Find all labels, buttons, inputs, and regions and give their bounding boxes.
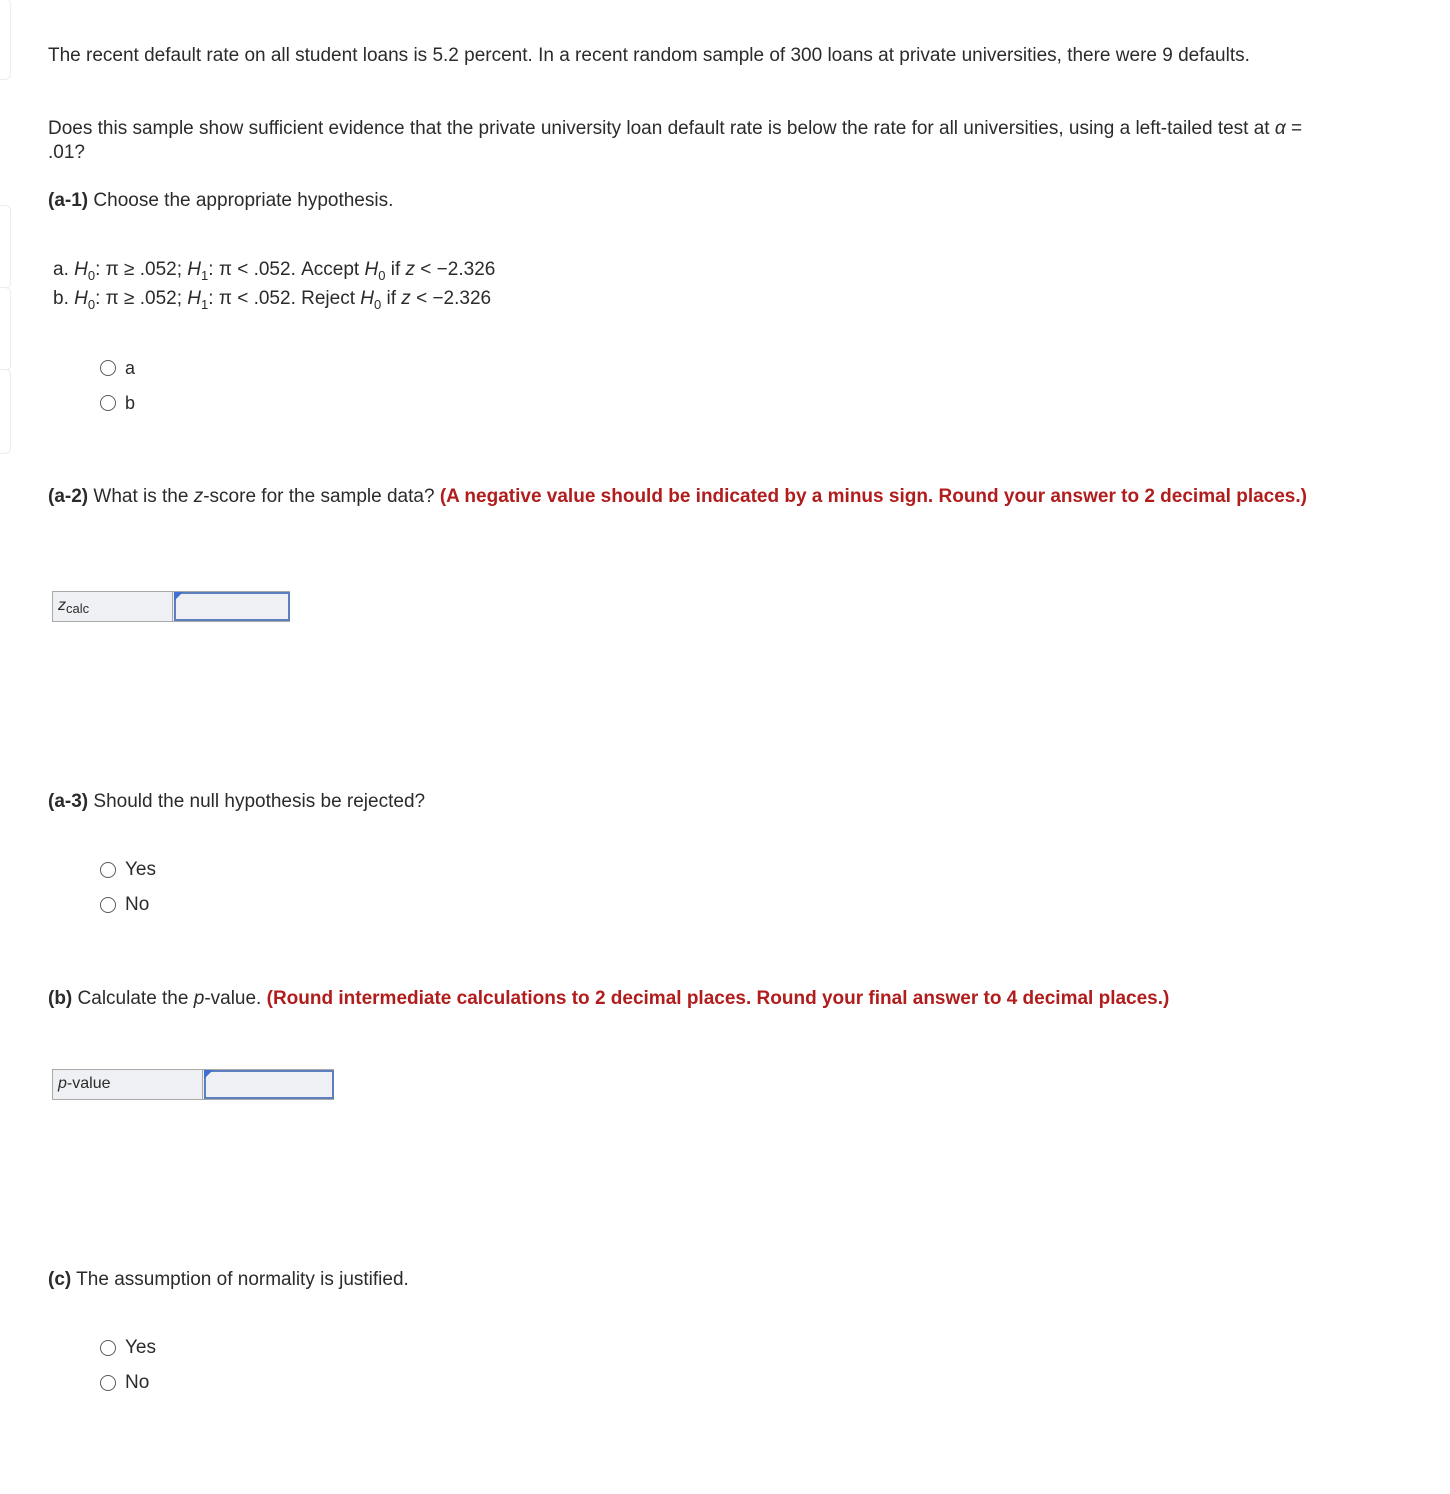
a3-radio-yes-label: Yes: [125, 859, 156, 880]
a3-prompt: [48, 790, 1308, 814]
radio-circle-icon[interactable]: [100, 395, 116, 411]
radio-circle-icon[interactable]: [100, 862, 116, 878]
alpha-symbol: α: [1274, 118, 1286, 139]
b-instruction: (Round intermediate calculations to 2 decimal places. Round your final answer to 4 decimal places.): [266, 988, 1170, 1009]
radio-circle-icon[interactable]: [100, 1340, 116, 1356]
zcalc-input[interactable]: [174, 592, 290, 621]
left-edge-panel: [0, 369, 11, 454]
pvalue-label: p-value: [53, 1070, 203, 1099]
alpha-value: = .01?: [48, 118, 1303, 163]
problem-intro: [48, 44, 1308, 68]
c-prompt: [48, 1268, 1308, 1292]
b-prompt: (b) Calculate the p-value. (Round intermediate calculations to 2 decimal places. Round your final answer to 4 decimal places.): [48, 988, 1170, 1009]
a1-text: Choose the appropriate hypothesis.: [88, 190, 394, 211]
hypothesis-option-a: a. $H_0$: π ≥ .052; $H_1$: π < .052. Accept $H_0$ if z < −2.326: [53, 259, 496, 283]
a2-prompt: (a-2) What is the z-score for the sample data? (A negative value should be indicated by a minus sign. Round your answer to 2 decimal places.): [48, 486, 1307, 507]
a3-radio-yes[interactable]: [100, 858, 156, 882]
radio-circle-icon[interactable]: [100, 897, 116, 913]
pvalue-input[interactable]: [204, 1070, 334, 1099]
left-edge-panel: [0, 205, 11, 289]
c-radio-no-label: No: [125, 1372, 150, 1393]
c-radio-yes-label: Yes: [125, 1337, 156, 1358]
a2-instruction: (A negative value should be indicated by a minus sign. Round your answer to 2 decimal places.): [439, 486, 1307, 507]
a1-radio-a[interactable]: [100, 356, 135, 380]
a3-text: Should the null hypothesis be rejected?: [88, 791, 426, 812]
a1-radio-b[interactable]: [100, 391, 135, 415]
zcalc-answer-table: [52, 591, 290, 622]
c-radio-yes[interactable]: [100, 1336, 156, 1360]
a3-radio-no[interactable]: [100, 893, 149, 917]
c-label: (c): [48, 1269, 72, 1290]
zcalc-label: $z_{calc}$: [53, 592, 173, 621]
a3-label: (a-3): [48, 791, 89, 812]
a2-label: (a-2): [48, 486, 89, 507]
intro-text: The recent default rate on all student loans is 5.2 percent. In a recent random sample of 300 loans at private universities, there were 9 defaults.: [48, 45, 1250, 66]
problem-question: [48, 117, 1308, 165]
a1-radio-a-label: a: [125, 357, 136, 378]
question-text: Does this sample show sufficient evidence that the private university loan default rate is below the rate for all universities, using a left-tailed test at: [48, 118, 1275, 139]
left-edge-panel: [0, 287, 11, 371]
radio-circle-icon[interactable]: [100, 1375, 116, 1391]
a1-prompt: [48, 189, 1308, 213]
b-label: (b): [48, 988, 73, 1009]
a3-radio-no-label: No: [125, 894, 150, 915]
pvalue-answer-table: [52, 1069, 334, 1100]
radio-circle-icon[interactable]: [100, 360, 116, 376]
c-radio-no[interactable]: [100, 1371, 149, 1395]
left-edge-panel: [0, 0, 11, 80]
a1-radio-b-label: b: [125, 392, 136, 413]
c-text: The assumption of normality is justified.: [71, 1269, 409, 1290]
a1-label: (a-1): [48, 190, 89, 211]
hypothesis-option-b: b. $H_0$: π ≥ .052; $H_1$: π < .052. Reject $H_0$ if z < −2.326: [53, 288, 492, 312]
